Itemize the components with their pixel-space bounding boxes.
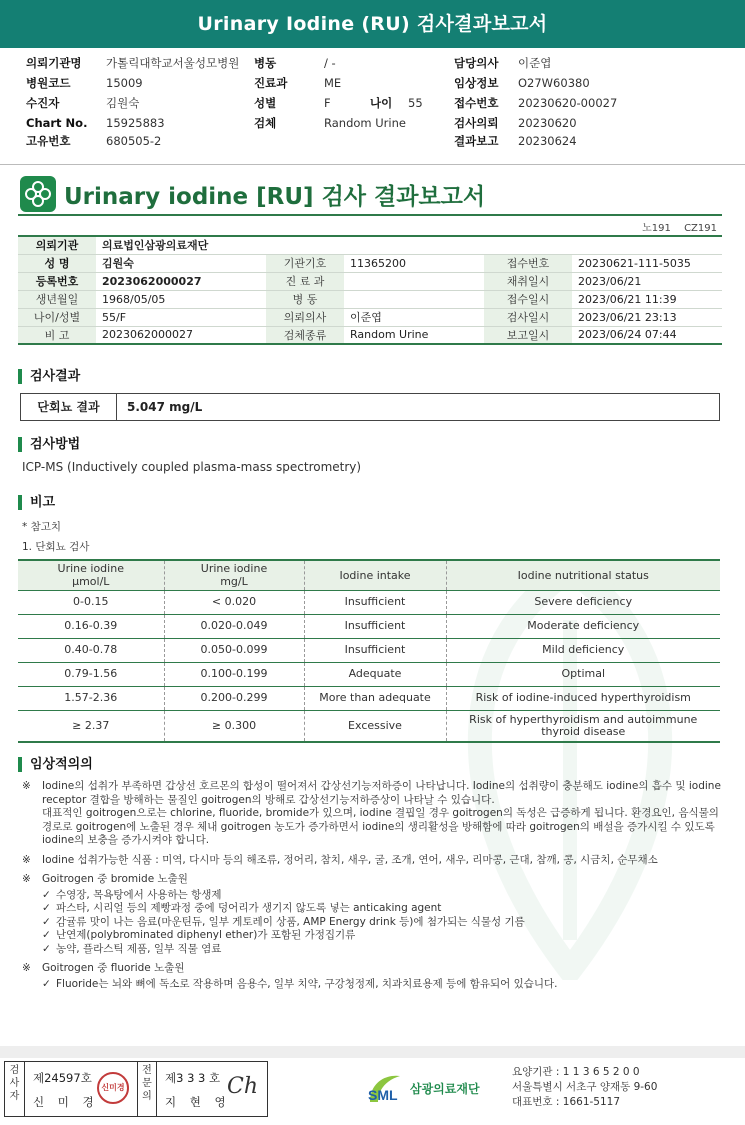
result-value: 5.047 mg/L — [127, 400, 203, 414]
reference-mark-icon: ※ — [22, 853, 31, 866]
signature-box — [4, 1061, 268, 1117]
info-value: 15925883 — [106, 116, 165, 130]
reference-table — [18, 559, 720, 743]
table-cell: Severe deficiency — [446, 590, 720, 614]
section-heading-method: 검사방법 — [18, 437, 80, 452]
table-header-row — [18, 560, 720, 590]
table-row — [18, 686, 720, 710]
table-cell: Insufficient — [304, 614, 446, 638]
table-cell: 의뢰의사 — [266, 308, 344, 326]
table-cell — [344, 272, 484, 290]
info-row — [26, 74, 726, 92]
signature-icon: Ch — [227, 1074, 259, 1099]
table-cell: 비 고 — [18, 326, 96, 344]
table-cell: 병 동 — [266, 290, 344, 308]
check-icon: ✓ — [42, 915, 51, 928]
table-cell: 의료법인삼광의료재단 — [96, 236, 722, 254]
table-cell: 1.57-2.36 — [18, 686, 164, 710]
table-cell: Risk of iodine-induced hyperthyroidism — [446, 686, 720, 710]
table-cell: 김원숙 — [96, 254, 266, 272]
info-value: Random Urine — [324, 116, 406, 130]
column-header: Urine iodine mg/L — [164, 560, 304, 590]
reference-mark-icon: ※ — [22, 873, 31, 885]
info-label: 검사의뢰 — [454, 116, 499, 130]
section-heading-result: 검사결과 — [18, 369, 80, 384]
table-cell: 11365200 — [344, 254, 484, 272]
table-cell: 0.200-0.299 — [164, 686, 304, 710]
info-label: 병원코드 — [26, 76, 71, 90]
checker-license: 제24597호 — [33, 1071, 92, 1085]
table-row — [18, 710, 720, 742]
info-row — [26, 132, 726, 150]
info-value: 20230620-00027 — [518, 96, 618, 110]
divider — [0, 1046, 745, 1058]
table-cell: Insufficient — [304, 590, 446, 614]
specialist-license: 제3 3 3 호 — [165, 1071, 221, 1085]
report-title: Urinary iodine [RU] 검사 결과보고서 — [64, 184, 486, 210]
table-cell: Random Urine — [344, 326, 484, 344]
info-label: 수진자 — [26, 96, 60, 110]
info-row — [26, 54, 726, 72]
institution-info — [512, 1065, 657, 1110]
info-value: 김원숙 — [106, 96, 140, 110]
table-cell: 0.40-0.78 — [18, 638, 164, 662]
info-label: 진료과 — [254, 76, 288, 90]
info-label: 병동 — [254, 56, 277, 70]
check-icon: ✓ — [42, 929, 51, 941]
checker-name: 신 미 경 — [33, 1095, 99, 1109]
section-heading-clinical: 임상적의의 — [18, 757, 93, 772]
report-header-title: Urinary Iodine (RU) 검사결과보고서 — [0, 0, 745, 48]
table-cell: 등록번호 — [18, 272, 96, 290]
column-header: Urine iodine μmol/L — [18, 560, 164, 590]
table-cell: 2023062000027 — [96, 326, 266, 344]
report-code: CZ191 — [684, 223, 717, 234]
info-value: ME — [324, 76, 342, 90]
svg-text:SML: SML — [368, 1087, 398, 1103]
table-cell: 의뢰기관 — [18, 236, 96, 254]
table-cell: Insufficient — [304, 638, 446, 662]
age-label: 나이 — [370, 96, 393, 110]
checker-label: 검사자 — [5, 1062, 25, 1116]
section-heading-remark: 비고 — [18, 495, 55, 510]
table-cell: 0.79-1.56 — [18, 662, 164, 686]
info-label: 고유번호 — [26, 134, 71, 148]
institution-line: 대표번호 : 1661-5117 — [512, 1096, 621, 1108]
table-row — [18, 638, 720, 662]
seal-stamp-icon: 신미경 — [97, 1072, 129, 1104]
info-label: 성별 — [254, 96, 277, 110]
list-item: ✓ 감귤류 맛이 나는 음료(마운틴듀, 일부 게토레이 상품, AMP Energy drink 등)에 첨가되는 식물성 기름 — [42, 915, 525, 928]
table-cell: 55/F — [96, 308, 266, 326]
table-cell: 0.16-0.39 — [18, 614, 164, 638]
info-value: 20230620 — [518, 116, 577, 130]
report-code: 노191 — [642, 223, 671, 234]
column-header: Iodine intake — [304, 560, 446, 590]
info-value: 20230624 — [518, 134, 577, 148]
clinical-paragraph: ※ Goitrogen 중 fluoride 노출원 — [22, 962, 185, 974]
table-cell: 보고일시 — [484, 326, 572, 344]
info-label: 의뢰기관명 — [26, 56, 82, 70]
table-cell: Moderate deficiency — [446, 614, 720, 638]
sml-logo-icon — [366, 1070, 406, 1110]
table-cell: Adequate — [304, 662, 446, 686]
list-item: ✓ 파스타, 시리얼 등의 제빵과정 중에 덩어리가 생기지 않도록 넣는 anticaking agent — [42, 902, 442, 914]
table-cell: 2023/06/24 07:44 — [572, 326, 722, 344]
age-value: 55 — [408, 96, 423, 110]
check-icon: ✓ — [42, 942, 51, 955]
table-row — [18, 308, 722, 326]
result-box — [20, 393, 720, 421]
report-codes — [632, 219, 717, 234]
table-cell — [344, 290, 484, 308]
result-label: 단회뇨 결과 — [21, 394, 117, 420]
table-cell: 0-0.15 — [18, 590, 164, 614]
check-icon: ✓ — [42, 888, 51, 901]
table-cell: 나이/성별 — [18, 308, 96, 326]
info-label: 접수번호 — [454, 96, 499, 110]
clinical-paragraph: ※ Iodine의 섭취가 부족하면 갑상선 호르몬의 합성이 떨어져서 갑상선기능저하증이 나타납니다. Iodine의 섭취량이 충분해도 iodine의 흡수 및 iodine receptor 결합을 방해하는 물질인 goitrogen의 방해로 갑상선기능저하증상이 나타날 수 있습니다. 대표적인 goitrogen으로는 chlorine, fluoride, bromide가 있으며, iodine 결핍일 경우 goitrogen의 독성은 급증하게 됩니다. 환경요인, 음식물의 경로로 goitrogen에 노출된 경우 체내 goitrogen 농도가 증가하면서 iodine의 생리활성을 방해함에 따라 goitrogen의 배설을 증가시킬 수 있도록 iodine의 보충을 증가시켜야 합니다. — [22, 780, 721, 846]
info-label: 검체 — [254, 116, 277, 130]
clinical-paragraph: ※ Goitrogen 중 bromide 노출원 — [22, 873, 188, 885]
info-row — [26, 94, 726, 112]
reference-mark-icon: ※ — [22, 962, 31, 974]
list-item: ✓ 난연제(polybrominated diphenyl ether)가 포함된 가정집기류 — [42, 929, 356, 941]
specialist-label: 전문의 — [137, 1062, 157, 1116]
table-cell: 접수번호 — [484, 254, 572, 272]
table-cell: 진 료 과 — [266, 272, 344, 290]
table-row — [18, 326, 722, 344]
table-cell: ≥ 2.37 — [18, 710, 164, 742]
table-cell: 1968/05/05 — [96, 290, 266, 308]
info-value: 15009 — [106, 76, 143, 90]
table-cell: Optimal — [446, 662, 720, 686]
info-label: 결과보고 — [454, 134, 499, 148]
table-cell: Excessive — [304, 710, 446, 742]
table-row — [18, 290, 722, 308]
info-value: 이준엽 — [518, 56, 552, 70]
table-cell: Risk of hyperthyroidism and autoimmune thyroid disease — [446, 710, 720, 742]
info-value: 가톨릭대학교서울성모병원 — [106, 56, 240, 70]
table-cell: 채취일시 — [484, 272, 572, 290]
institution-line: 서울특별시 서초구 양재동 9-60 — [512, 1081, 658, 1093]
specialist-name: 지 현 영 — [165, 1095, 231, 1109]
table-cell: 검사일시 — [484, 308, 572, 326]
table-row — [18, 614, 720, 638]
clinical-significance — [22, 780, 722, 997]
table-cell: 접수일시 — [484, 290, 572, 308]
info-row — [26, 114, 726, 132]
list-item: ✓ 농약, 플라스틱 제품, 일부 직물 염료 — [42, 942, 222, 955]
remark-notes — [22, 517, 89, 557]
info-value: / - — [324, 56, 336, 70]
table-cell: 2023062000027 — [96, 272, 266, 290]
check-icon: ✓ — [42, 977, 51, 990]
list-item: ✓ 수영장, 목욕탕에서 사용하는 항생제 — [42, 888, 222, 901]
divider — [18, 214, 722, 216]
column-header: Iodine nutritional status — [446, 560, 720, 590]
table-cell: 성 명 — [18, 254, 96, 272]
clinical-paragraph: ※ Iodine 섭취가능한 식품 : 미역, 다시마 등의 해조류, 정어리, 참치, 새우, 굴, 조개, 연어, 새우, 리마콩, 근대, 참깨, 콩, 시금치, 순무채소 — [22, 853, 658, 866]
fluoride-list — [22, 978, 722, 992]
info-value: 680505-2 — [106, 134, 162, 148]
info-label: Chart No. — [26, 116, 88, 130]
table-row — [18, 272, 722, 290]
table-cell: ≥ 0.300 — [164, 710, 304, 742]
table-row — [18, 590, 720, 614]
table-cell: 0.020-0.049 — [164, 614, 304, 638]
table-cell: 이준엽 — [344, 308, 484, 326]
check-icon: ✓ — [42, 902, 51, 914]
info-value: O27W60380 — [518, 76, 590, 90]
table-cell: 2023/06/21 11:39 — [572, 290, 722, 308]
table-cell: < 0.020 — [164, 590, 304, 614]
table-row — [18, 662, 720, 686]
clover-logo-icon — [20, 176, 56, 212]
organization-name: 삼광의료재단 — [410, 1082, 480, 1096]
institution-line: 요양기관 : 1 1 3 6 5 2 0 0 — [512, 1066, 640, 1078]
table-cell: 2023/06/21 23:13 — [572, 308, 722, 326]
table-cell: 2023/06/21 — [572, 272, 722, 290]
method-text: ICP-MS (Inductively coupled plasma-mass spectrometry) — [22, 460, 362, 474]
table-cell: 0.050-0.099 — [164, 638, 304, 662]
table-cell: 20230621-111-5035 — [572, 254, 722, 272]
table-cell: More than adequate — [304, 686, 446, 710]
reference-mark-icon: ※ — [22, 780, 31, 792]
table-row — [18, 254, 722, 272]
info-label: 임상정보 — [454, 76, 499, 90]
table-row — [18, 236, 722, 254]
table-cell: 생년월일 — [18, 290, 96, 308]
table-cell: 0.100-0.199 — [164, 662, 304, 686]
note-line: 1. 단회뇨 검사 — [22, 541, 90, 553]
info-value: F — [324, 96, 331, 110]
info-label: 담당의사 — [454, 56, 499, 70]
patient-info-table — [18, 235, 722, 345]
list-item: ✓ Fluoride는 뇌와 뼈에 독소로 작용하며 음용수, 일부 치약, 구강청정제, 치과치료용제 등에 함유되어 있습니다. — [42, 977, 558, 990]
note-line: * 참고치 — [22, 521, 62, 533]
bromide-list — [22, 889, 722, 957]
divider — [0, 164, 745, 165]
table-cell: 검체종류 — [266, 326, 344, 344]
table-cell: Mild deficiency — [446, 638, 720, 662]
table-cell: 기관기호 — [266, 254, 344, 272]
